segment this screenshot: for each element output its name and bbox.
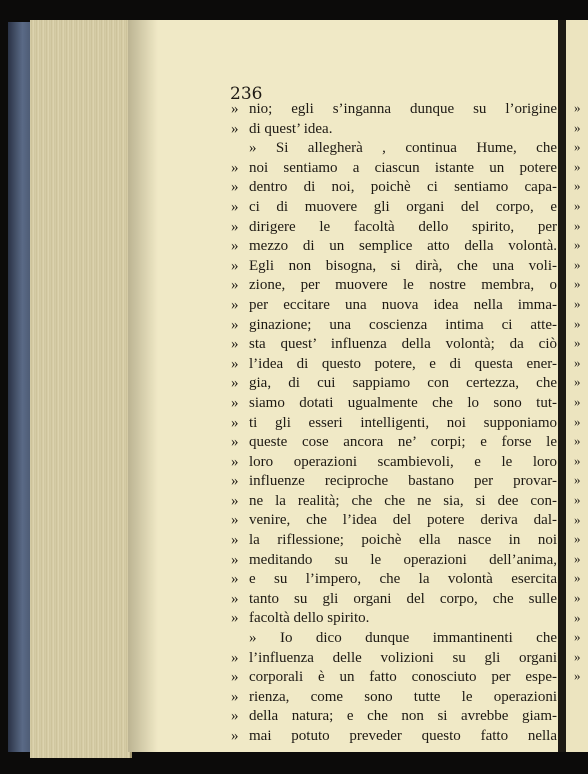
text-line — [231, 433, 557, 453]
quote-mark: » — [231, 708, 239, 725]
facing-quote-mark: » — [574, 413, 581, 429]
facing-quote-mark: » — [574, 394, 581, 409]
line-text: della natura; e che non si avrebbe giam- — [249, 708, 557, 725]
text-line — [231, 511, 557, 531]
facing-quote-mark: » — [574, 531, 581, 547]
quote-mark: » — [231, 532, 239, 549]
facing-quote-mark: » — [574, 550, 581, 566]
text-line — [231, 374, 557, 394]
facing-quote-mark: » — [574, 590, 581, 605]
quote-mark: » — [231, 218, 239, 235]
text-line — [231, 237, 557, 257]
facing-quote-mark: » — [574, 629, 581, 645]
quote-mark: » — [231, 492, 239, 509]
line-text: siamo dotati ugualmente che lo sono tut- — [249, 394, 557, 411]
text-line — [231, 727, 557, 747]
facing-quote-mark: » — [574, 100, 581, 115]
line-text: noi sentiamo a ciascun istante un potere — [249, 159, 557, 176]
facing-quote-mark: » — [574, 433, 581, 449]
quote-mark: » — [231, 277, 239, 294]
line-text: tanto su gli organi del corpo, che sulle — [249, 590, 557, 607]
quote-mark: » — [231, 414, 239, 431]
text-line — [231, 453, 557, 473]
facing-quote-mark: » — [574, 276, 581, 292]
quote-mark: » — [231, 649, 239, 666]
text-line — [231, 276, 557, 296]
quote-mark: » — [231, 453, 239, 470]
quote-mark: » — [231, 179, 239, 196]
text-line — [231, 394, 557, 414]
facing-quote-mark: » — [574, 354, 581, 370]
line-text: mezzo di un semplice atto della volontà. — [249, 238, 557, 255]
text-line — [231, 531, 557, 551]
text-line — [231, 355, 557, 375]
text-line — [231, 335, 557, 355]
facing-quote-mark: » — [574, 296, 581, 311]
quote-mark: » — [231, 257, 239, 274]
line-text: Egli non bisogna, si dirà, che una voli- — [249, 257, 557, 274]
line-text: rienza, come sono tutte le operazioni — [249, 688, 557, 705]
line-text: e su l’impero, che la volontà esercita — [249, 571, 557, 588]
quote-mark: » — [231, 434, 239, 451]
facing-quote-mark: » — [574, 511, 581, 527]
text-line — [231, 178, 557, 198]
quote-mark: » — [231, 375, 239, 392]
line-text: queste cose ancora ne’ corpi; e forse le — [249, 434, 557, 451]
quote-mark: » — [231, 238, 239, 255]
facing-quote-mark: » — [574, 119, 581, 135]
facing-quote-mark: » — [574, 178, 581, 194]
facing-quote-mark: » — [574, 335, 581, 351]
quote-mark: » — [231, 120, 239, 137]
text-line — [231, 159, 557, 179]
page-number: 236 — [230, 84, 263, 104]
line-text: » Si allegherà , continua Hume, che — [249, 140, 557, 157]
quote-mark: » — [231, 728, 239, 744]
line-text: per eccitare una nuova idea nella imma- — [249, 296, 557, 313]
facing-quote-mark: » — [574, 472, 581, 488]
line-text: ginazione; una coscienza intima ci atte- — [249, 316, 557, 333]
text-line — [231, 316, 557, 336]
line-text: la riflessione; poichè ella nasce in noi — [249, 532, 557, 549]
line-text: meditando su le operazioni dell’anima, — [249, 551, 557, 568]
quote-mark: » — [231, 316, 239, 333]
quote-mark: » — [231, 198, 239, 215]
line-text: gia, di cui sappiamo con certezza, che — [249, 375, 557, 392]
facing-quote-mark: » — [574, 237, 581, 253]
quote-mark: » — [231, 610, 239, 627]
text-line — [231, 472, 557, 492]
quote-mark — [231, 139, 249, 159]
facing-quote-mark: » — [574, 198, 581, 213]
page-text — [231, 100, 557, 747]
line-text: ci di muovere gli organi del corpo, e — [249, 198, 557, 215]
text-line — [231, 629, 557, 649]
quote-mark — [231, 629, 249, 649]
text-line — [231, 492, 557, 512]
text-line — [231, 590, 557, 610]
text-line — [231, 649, 557, 669]
line-text: ti gli esseri intelligenti, noi supponiamo — [249, 414, 557, 431]
text-line — [231, 707, 557, 727]
line-text: ne la realità; che che ne sia, si dee con- — [249, 492, 557, 509]
quote-mark: » — [231, 571, 239, 588]
quote-mark: » — [231, 551, 239, 568]
quote-mark: » — [231, 473, 239, 490]
text-line — [231, 551, 557, 571]
facing-quote-mark: » — [574, 217, 581, 233]
text-line — [231, 139, 557, 159]
facing-quote-mark: » — [574, 609, 581, 625]
line-text: l’influenza delle volizioni su gli organi — [249, 649, 557, 666]
text-line — [231, 120, 557, 140]
line-text: dentro di noi, poichè ci sentiamo capa- — [249, 179, 557, 196]
quote-mark: » — [231, 159, 239, 176]
facing-quote-mark: » — [574, 256, 581, 272]
page-stack-edge — [30, 20, 132, 758]
line-text: venire, che l’idea del potere deriva dal- — [249, 512, 557, 529]
quote-mark: » — [231, 688, 239, 705]
line-text: zione, per muovere le nostre membra, o — [249, 277, 557, 294]
facing-quote-mark: » — [574, 648, 581, 664]
line-text: l’idea di questo potere, e di questa ener- — [249, 355, 557, 372]
line-text: corporali è un fatto conosciuto per espe- — [249, 669, 557, 686]
text-line — [231, 609, 557, 629]
facing-quote-mark: » — [574, 158, 581, 174]
text-line — [231, 198, 557, 218]
text-line — [231, 668, 557, 688]
facing-quote-mark: » — [574, 315, 581, 331]
line-text: influenze reciproche bastano per provar- — [249, 473, 557, 490]
text-line — [231, 257, 557, 277]
text-line — [231, 570, 557, 590]
text-line — [231, 688, 557, 708]
line-text: sta quest’ influenza della volontà; da ciò — [249, 336, 557, 353]
text-line — [231, 100, 557, 120]
quote-mark: » — [231, 590, 239, 607]
text-line — [231, 414, 557, 434]
line-text: facoltà dello spirito. — [249, 610, 370, 627]
facing-quote-mark: » — [574, 452, 581, 468]
line-text: loro operazioni scambievoli, e le loro — [249, 453, 557, 470]
line-text: nio; egli s’inganna dunque su l’origine — [249, 101, 557, 117]
quote-mark: » — [231, 355, 239, 372]
facing-quote-mark: » — [574, 139, 581, 155]
facing-quote-mark: » — [574, 492, 581, 507]
facing-quote-mark: » — [574, 668, 581, 684]
quote-mark: » — [231, 394, 239, 411]
line-text: di quest’ idea. — [249, 120, 333, 137]
line-text: » Io dico dunque immantinenti che — [249, 630, 557, 647]
quote-mark: » — [231, 101, 239, 117]
quote-mark: » — [231, 296, 239, 313]
quote-mark: » — [231, 512, 239, 529]
line-text: mai potuto preveder questo fatto nella — [249, 728, 557, 744]
facing-quote-mark: » — [574, 570, 581, 586]
gutter-shadow — [128, 20, 158, 752]
text-line — [231, 218, 557, 238]
quote-mark: » — [231, 336, 239, 353]
quote-mark: » — [231, 669, 239, 686]
text-line — [231, 296, 557, 316]
line-text: dirigere le facoltà dello spirito, per — [249, 218, 557, 235]
facing-quote-mark: » — [574, 374, 581, 390]
